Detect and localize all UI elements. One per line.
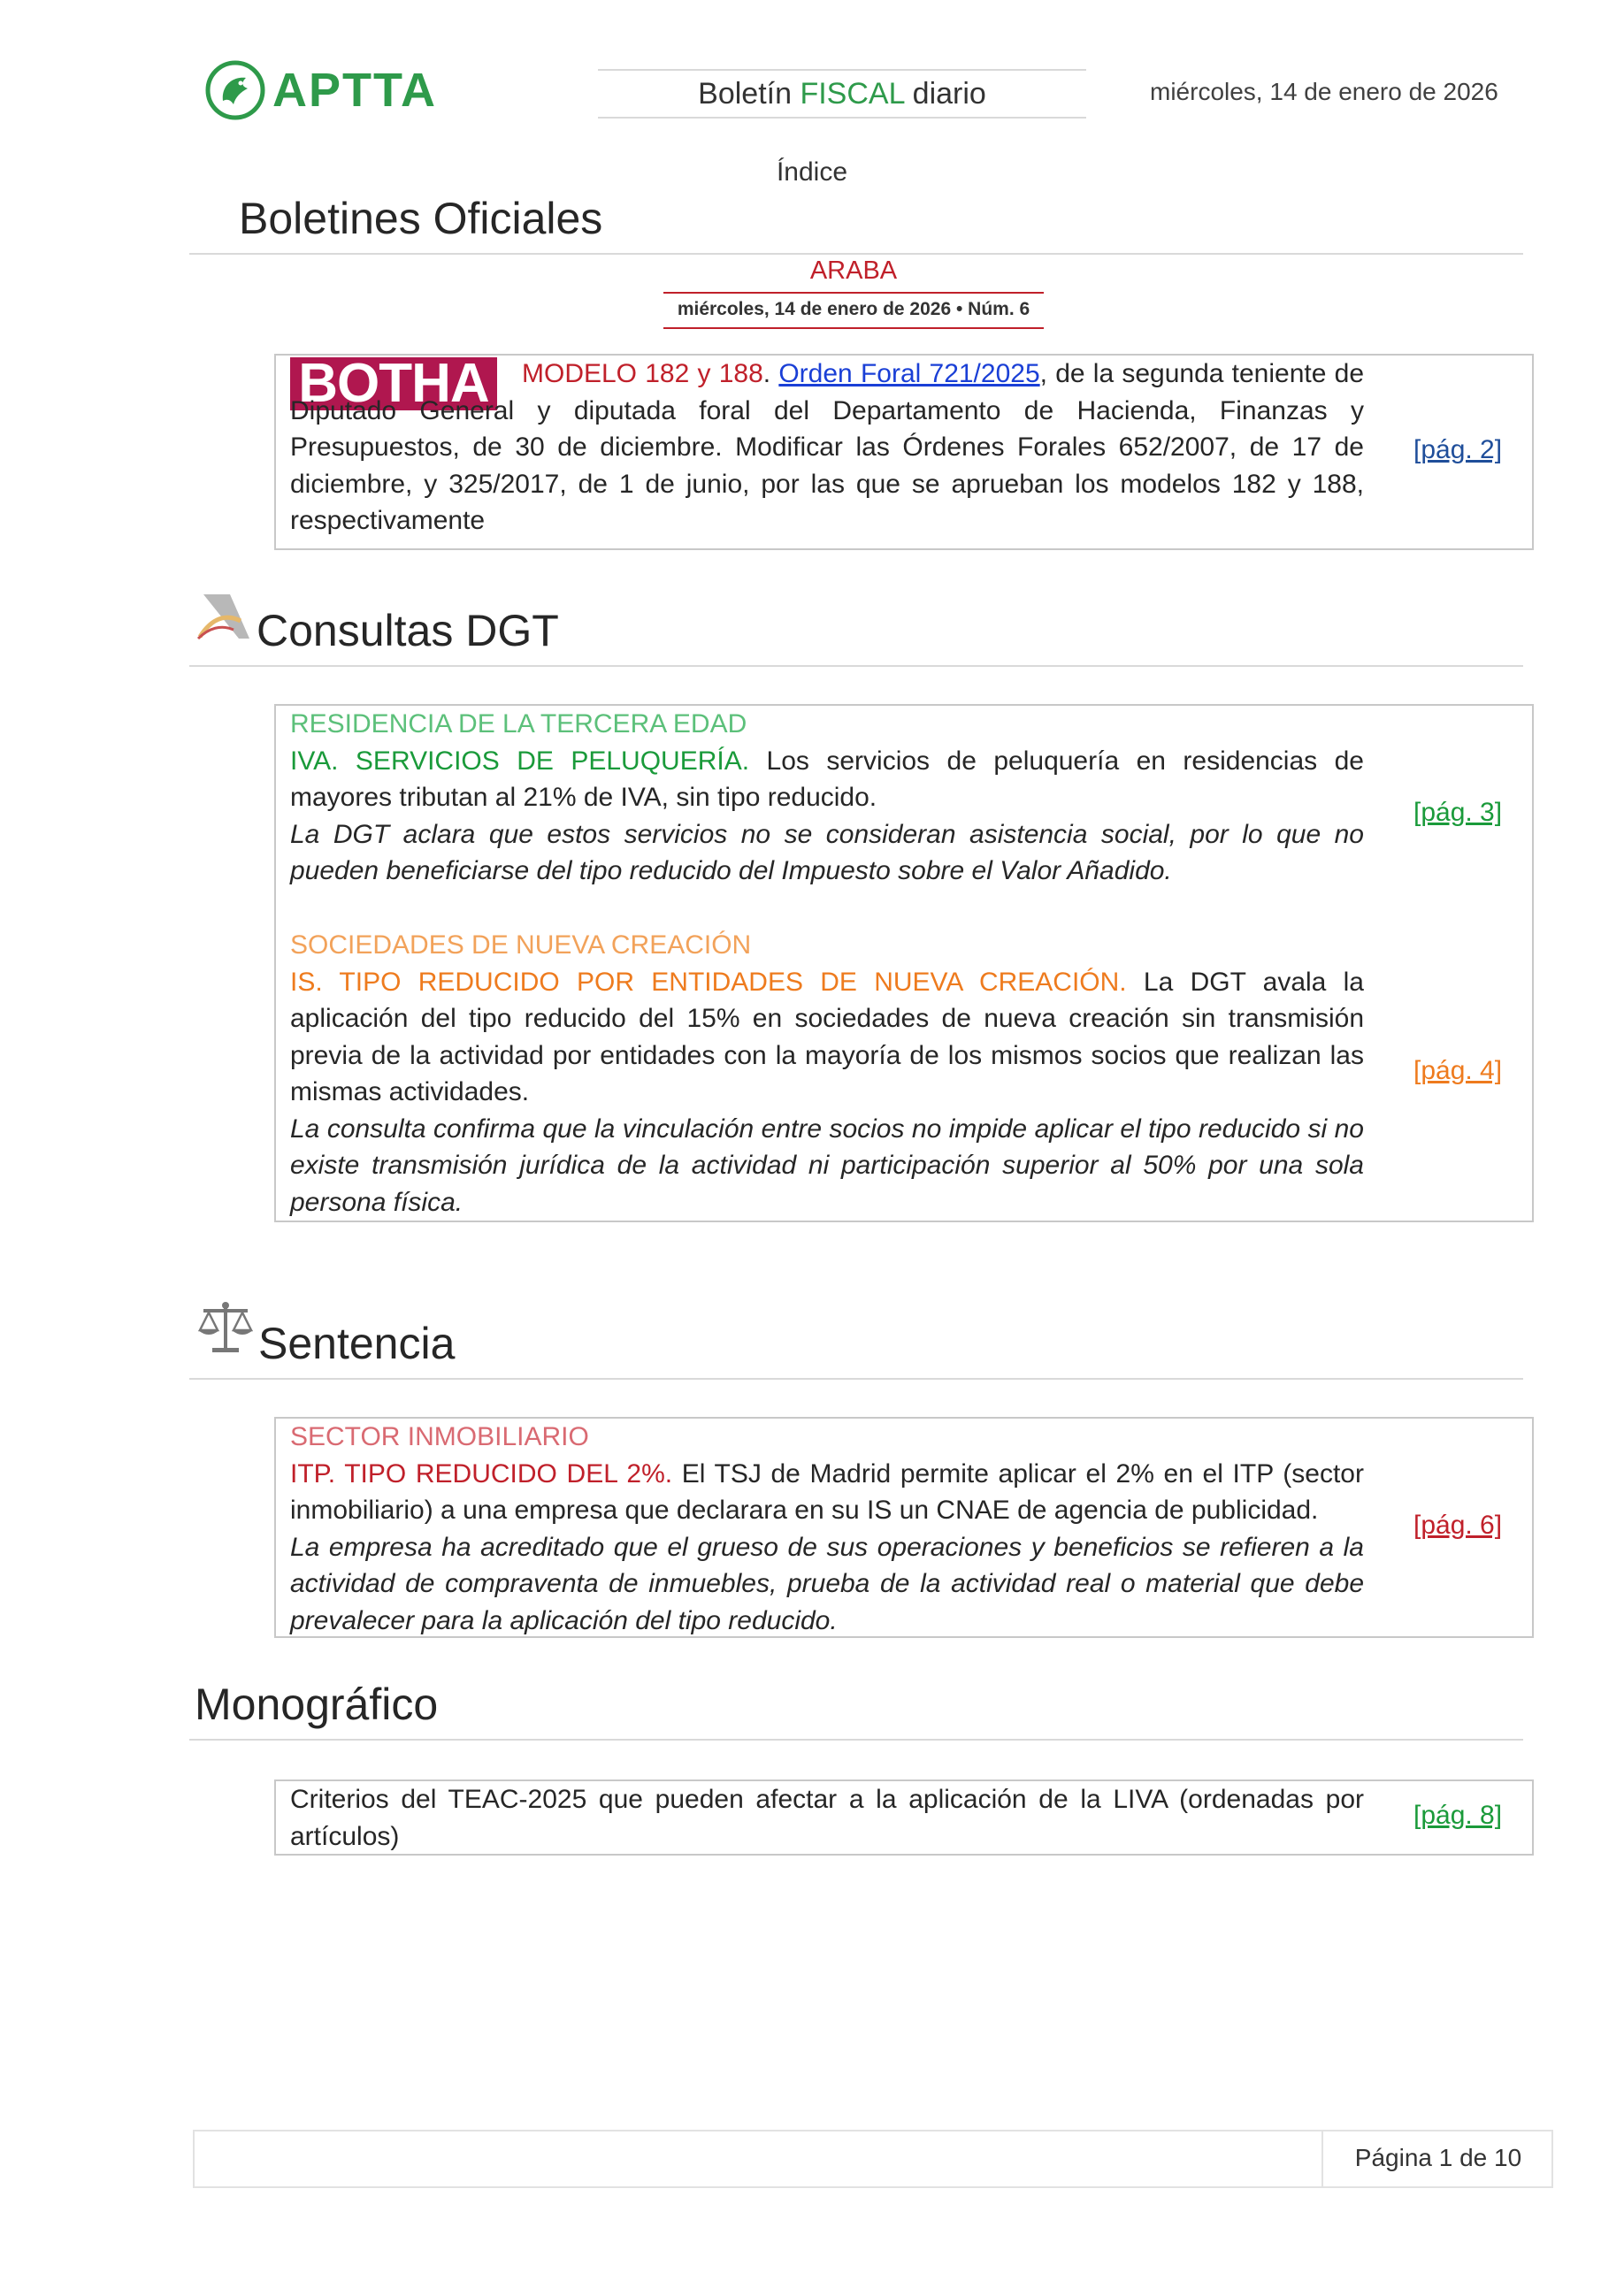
bulletin-title bbox=[598, 69, 1086, 119]
page-link-8[interactable]: [pág. 8] bbox=[1413, 1801, 1503, 1830]
consulta-item-2 bbox=[290, 927, 1364, 1221]
bulletin-title-suffix: diario bbox=[904, 77, 986, 111]
consulta-item-1 bbox=[290, 706, 1364, 890]
section-divider bbox=[189, 1378, 1523, 1380]
page-link-6[interactable]: [pág. 6] bbox=[1413, 1511, 1503, 1540]
bulletin-title-prefix: Boletín bbox=[698, 77, 801, 111]
index-label: Índice bbox=[776, 157, 848, 187]
bulletin-title-highlight: FISCAL bbox=[800, 77, 905, 111]
sentencia-heading: ITP. TIPO REDUCIDO DEL 2%. bbox=[290, 1458, 673, 1489]
agencia-tributaria-icon bbox=[195, 591, 257, 644]
botha-logo: BOTHA bbox=[290, 357, 497, 410]
page-link-4[interactable]: [pág. 4] bbox=[1413, 1056, 1503, 1085]
region-label: ARABA bbox=[809, 256, 898, 285]
consulta-note: La DGT aclara que estos servicios no se consideran asistencia social, por lo que no pueden beneficiarse del tipo reducido del Impuesto sobre el Valor Añadido. bbox=[290, 819, 1364, 885]
page-link-3[interactable]: [pág. 3] bbox=[1413, 798, 1503, 827]
page-link-2[interactable]: [pág. 2] bbox=[1413, 435, 1503, 464]
issue-divider bbox=[663, 327, 1044, 329]
consulta-summary: Los servicios de peluquería en residencias de mayores tributan al 21% de IVA, sin tipo reducido. bbox=[290, 746, 1364, 812]
consulta-summary: La DGT avala la aplicación del tipo reducido del 15% en sociedades de nueva creación sin transmisión previa de la actividad por entidades con la mayoría de los mismos socios que realizan las mismas actividades. bbox=[290, 967, 1364, 1106]
sentencia-item bbox=[290, 1419, 1364, 1639]
section-divider bbox=[189, 665, 1523, 667]
consulta-heading: IVA. SERVICIOS DE PELUQUERÍA. bbox=[290, 746, 750, 776]
section-title-boletines: Boletines Oficiales bbox=[239, 194, 603, 243]
sentencia-category: SECTOR INMOBILIARIO bbox=[290, 1422, 589, 1451]
boletin-item-heading: MODELO 182 y 188 bbox=[522, 359, 763, 388]
issue-date: miércoles, 14 de enero de 2026 • Núm. 6 bbox=[677, 299, 1030, 319]
page-number: Página 1 de 10 bbox=[1354, 2144, 1522, 2171]
header-date: miércoles, 14 de enero de 2026 bbox=[1150, 78, 1498, 105]
boletin-item-text: MODELO 182 y 188. Orden Foral 721/2025, de la segunda teniente de Diputado General y diputada foral del Departamento de Hacienda, Finanzas y Presupuestos, de 30 de diciembre. Modificar las Órdenes Forales 652/2007, de 17 de diciembre, y 325/2017, de 1 de junio, por las que se aprueban los modelos 182 y 188, respectivamente bbox=[290, 359, 1365, 535]
section-divider bbox=[189, 1739, 1523, 1741]
section-title-consultas: Consultas DGT bbox=[257, 606, 559, 655]
aptta-emblem-icon bbox=[205, 60, 265, 120]
sentencia-summary: El TSJ de Madrid permite aplicar el 2% en el ITP (sector inmobiliario) a una empresa que declarara en su IS un CNAE de agencia de publicidad. bbox=[290, 1458, 1364, 1525]
consulta-category: RESIDENCIA DE LA TERCERA EDAD bbox=[290, 709, 747, 739]
region-divider bbox=[663, 292, 1044, 294]
logo-text: APTTA bbox=[272, 64, 437, 117]
section-title-monografico: Monográfico bbox=[195, 1680, 439, 1729]
section-title-sentencia: Sentencia bbox=[258, 1319, 456, 1368]
orden-foral-link[interactable]: Orden Foral 721/2025 bbox=[778, 359, 1040, 388]
scales-of-justice-icon bbox=[196, 1300, 255, 1357]
sentencia-note: La empresa ha acreditado que el grueso de sus operaciones y beneficios se refieren a la actividad de compraventa de inmuebles, prueba de la actividad real o material que debe prevalecer para la aplicación del tipo reducido. bbox=[290, 1532, 1364, 1635]
section-divider bbox=[189, 253, 1523, 255]
consulta-note: La consulta confirma que la vinculación entre socios no impide aplicar el tipo reducido si no existe transmisión jurídica de la actividad ni participación superior al 50% por una sola persona física. bbox=[290, 1114, 1364, 1217]
aptta-logo bbox=[205, 60, 437, 120]
boletin-item-description: , de la segunda teniente de Diputado General y diputada foral del Departamento de Hacienda, Finanzas y Presupuestos, de 30 de diciembre. Modificar las Órdenes Forales 652/2007, de 17 de diciembre, y 325/2017, de 1 de junio, por las que se aprueban los modelos 182 y 188, respectivamente bbox=[290, 359, 1365, 535]
consulta-heading: IS. TIPO REDUCIDO POR ENTIDADES DE NUEVA CREACIÓN. bbox=[290, 967, 1127, 997]
consulta-category: SOCIEDADES DE NUEVA CREACIÓN bbox=[290, 930, 752, 960]
monografico-item-text: Criterios del TEAC-2025 que pueden afectar a la aplicación de la LIVA (ordenadas por artículos) bbox=[290, 1785, 1364, 1851]
